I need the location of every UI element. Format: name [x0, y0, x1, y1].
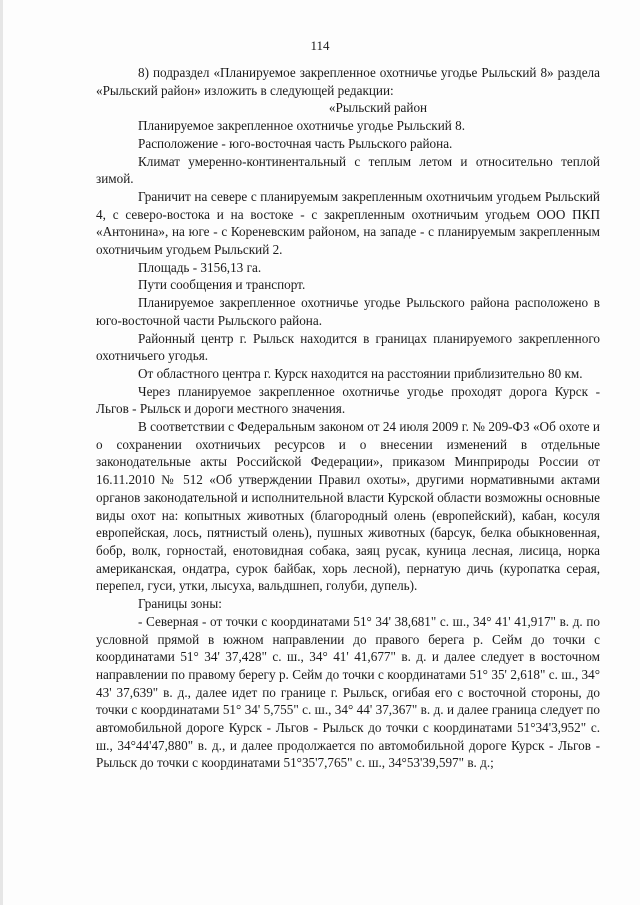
- paragraph-neighbors: Граничит на севере с планируемым закрепленным охотничьим угодьем Рыльский 4, с северо-востока и на востоке - с закрепленным охотничьим угодьем ООО ПКП «Антонина», на юге - с Кореневским районом, на западе - с планируемым закрепленным охотничьим угодьем Рыльский 2.: [96, 188, 600, 258]
- paragraph-area-size: Площадь - 3156,13 га.: [138, 259, 262, 275]
- paragraph-zone-borders-heading: Границы зоны:: [138, 596, 222, 612]
- paragraph-roads: Через планируемое закрепленное охотничье угодье проходят дорога Курск - Льгов - Рыльск и дороги местного значения.: [96, 383, 600, 417]
- paragraph-district-center: Районный центр г. Рыльск находится в границах планируемого закрепленного охотничьего угодья.: [96, 330, 600, 364]
- page-number: 114: [310, 38, 330, 53]
- paragraph-amendment-intro: 8) подраздел «Планируемое закрепленное охотничье угодье Рыльский 8» раздела «Рыльский район» изложить в следующей редакции:: [96, 65, 600, 98]
- paragraph-transport-location: Планируемое закрепленное охотничье угодье Рыльского района расположено в юго-восточной части Рыльского района.: [96, 295, 600, 328]
- page-edge: [0, 0, 3, 905]
- paragraph-northern-border: - Северная - от точки с координатами 51° 34' 38,681" с. ш., 34° 41' 41,917" в. д. по условной прямой в южном направлении до правого берега р. Сейм до точки с координатами 51° 34' 37,428" с. ш., 34° 41' 41,677" в. д. и далее следует в восточном направлении по правому берегу р. Сейм до точки с координатами 51° 35' 2,618" с. ш., 34° 43' 37,639" в. д., далее идет по границе г. Рыльск, огибая его с восточной стороны, до точки с координатами 51° 34' 5,755" с. ш., 34° 44' 37,367" в. д. и далее граница следует по автомобильной дороге Курск - Льгов - Рыльск до точки с координатами 51°34'3,952" с. ш., 34°44'47,880" в. д., и далее продолжается по автомобильной дороге Курск - Льгов - Рыльск до точки с координатами 51°35'7,765" с. ш., 34°53'39,597" в. д.;: [96, 613, 600, 771]
- paragraph-climate: Климат умеренно-континентальный с теплым летом и относительно теплой зимой.: [96, 153, 600, 187]
- section-heading: «Рыльский район: [328, 100, 428, 116]
- paragraph-hunting-types: В соответствии с Федеральным законом от 24 июля 2009 г. № 209-ФЗ «Об охоте и о сохранении охотничьих ресурсов и о внесении изменений в отдельные законодательные акты Российской Федерации», приказом Минприроды России от 16.11.2010 № 512 «Об утверждении Правил охоты», другими нормативными актами органов законодательной и исполнительной власти Курской области возможны основные виды охот на: копытных животных (благородный олень (европейский), кабан, косуля европейская, лось, пятнистый олень), пушных животных (барсук, белка обыкновенная, бобр, волк, горностай, енотовидная собака, заяц русак, куница лесная, лисица, норка американская, ондатра, сурок байбак, хорь лесной), пернатую дичь (куропатка серая, перепел, гуси, утки, лысуха, вальдшнеп, голуби, дупель).: [96, 419, 600, 594]
- paragraph-distance: От областного центра г. Курск находится на расстоянии приблизительно 80 км.: [138, 365, 583, 381]
- paragraph-location: Расположение - юго-восточная часть Рыльского района.: [138, 135, 453, 151]
- paragraph-area-name: Планируемое закрепленное охотничье угодье Рыльский 8.: [138, 118, 466, 134]
- paragraph-transport-heading: Пути сообщения и транспорт.: [138, 277, 306, 293]
- document-body: [96, 64, 600, 772]
